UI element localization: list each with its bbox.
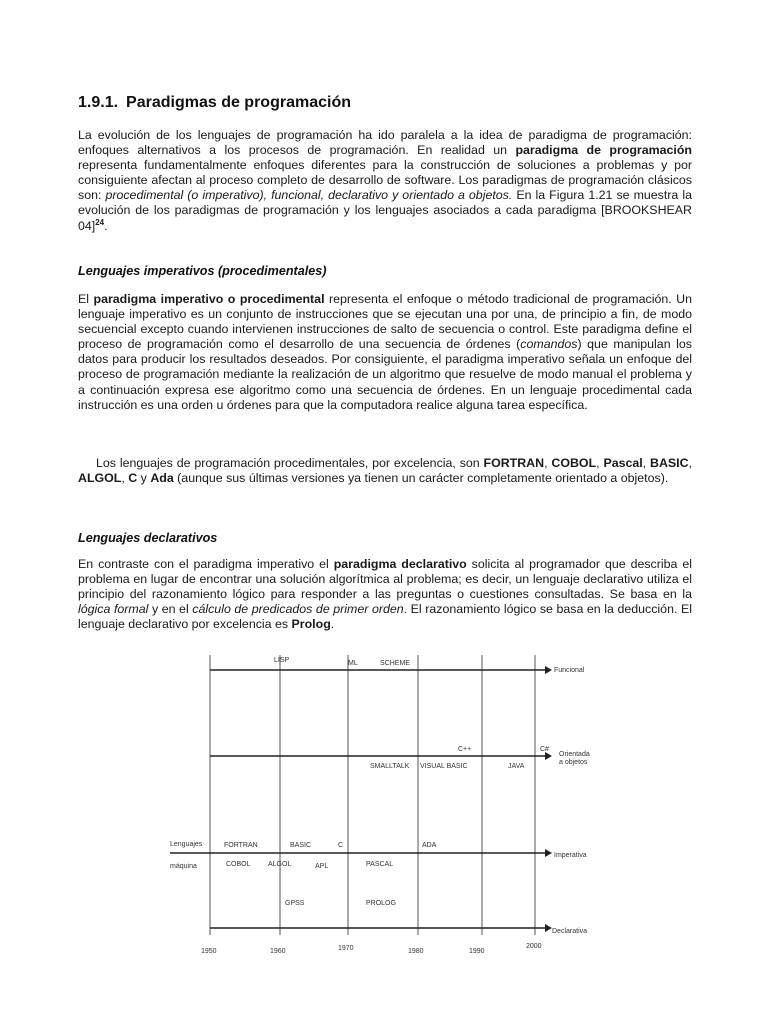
paragraph-italic: cálculo de predicados de primer orden <box>192 602 404 617</box>
lang-prolog: PROLOG <box>366 900 396 907</box>
language-name: ALGOL <box>78 471 122 486</box>
lang-cobol: COBOL <box>226 861 251 868</box>
language-name: FORTRAN <box>483 456 545 470</box>
year-label: 1990 <box>469 948 485 955</box>
declarative-heading: Lenguajes declarativos <box>78 531 218 545</box>
paradigm-label-oo-2: a objetos <box>559 759 588 766</box>
year-label: 1970 <box>338 945 354 952</box>
paragraph-italic: comandos <box>520 337 578 352</box>
lang-java: JAVA <box>508 763 525 770</box>
footnote-ref: 24 <box>95 217 105 227</box>
intro-text: La evolución de los lenguajes de programación ha ido paralela a la idea de paradigma de programación: enfoques alternativos a los procesos de programación. En realidad un <box>78 128 692 158</box>
intro-text: representa fundamentalmente enfoques diferentes para la construcción de soluciones a problemas y por consiguiente afectan al proceso completo de desarrollo de software. Los paradigmas de programación clásicos son: <box>78 158 692 203</box>
declarative-paragraph <box>78 557 692 632</box>
paragraph-text: representa el enfoque o método tradicional de programación. Un lenguaje imperativo es un conjunto de instrucciones que se ejecutan una por una, de principio a fin, de modo secuencial excepto cuando intervienen instrucciones de salto de secuencia o control. Este paradigma define el proceso de programación como el desarrollo de una secuencia de órdenes ( <box>78 292 692 352</box>
paragraph-text: El <box>78 292 94 306</box>
arrow-icon <box>545 666 552 674</box>
paragraph-text: solicita al programador que describa el problema en lugar de encontrar una solución algorítmica al problema; es decir, un lenguaje declarativo utiliza el principio del razonamiento lógico para responder a las preguntas o cuestiones consultadas. Se basa en la <box>78 557 693 602</box>
section-number: 1.9.1. <box>78 94 119 111</box>
lang-csharp: C# <box>540 746 549 753</box>
intro-text: En la Figura 1.21 se muestra la evolución de los paradigmas de programación y los lenguajes asociados a cada paradigma [BROOKSHEAR 04] <box>78 188 692 233</box>
left-label-lenguajes: Lenguajes <box>170 841 203 848</box>
paragraph-text: (aunque sus últimas versiones ya tienen un carácter completamente orientado a objetos). <box>173 471 669 486</box>
intro-paragraph <box>78 128 692 234</box>
year-label: 1950 <box>201 948 217 955</box>
left-label-maquina: máquina <box>170 863 197 870</box>
paragraph-text: . <box>330 617 335 632</box>
arrow-icon <box>545 752 552 760</box>
paragraph-text: ) que manipulan los datos para producir los resultados deseados. Por consiguiente, el paradigma imperativo señala un enfoque del proceso de programación mediante la realización de un algoritmo que resuelve de modo manual el problema y a continuación expresa ese algoritmo como una secuencia de órdenes. En un lenguaje procedimental cada instrucción es una orden u órdenes para que la computadora realice alguna tarea específica. <box>78 337 693 412</box>
paradigm-label-oo-1: Orientada <box>559 751 590 758</box>
year-label: 2000 <box>526 943 542 950</box>
lang-lisp: LISP <box>274 657 290 664</box>
year-gridlines <box>210 655 535 935</box>
intro-text: . <box>104 218 108 233</box>
imperative-paragraph <box>78 292 692 413</box>
paragraph-text: y en el <box>148 602 193 617</box>
lang-cpp: C++ <box>458 746 472 753</box>
separator: y <box>137 471 151 486</box>
arrowheads <box>545 666 552 932</box>
imperative-heading: Lenguajes imperativos (procedimentales) <box>78 264 327 278</box>
lang-visualbasic: VISUAL BASIC <box>420 763 468 770</box>
paragraph-italic: lógica formal <box>78 602 149 617</box>
lang-algol: ALGOL <box>268 861 292 868</box>
lang-pascal: PASCAL <box>366 861 394 868</box>
lang-ml: ML <box>348 660 358 667</box>
paragraph-text: Los lenguajes de programación procedimentales, por excelencia, son <box>96 456 484 470</box>
year-label: 1980 <box>408 948 424 955</box>
paragraph-text: . El razonamiento lógico se basa en la deducción. El lenguaje declarativo por excelencia es <box>78 602 692 632</box>
section-heading <box>78 94 351 112</box>
language-name: BASIC <box>650 456 689 470</box>
intro-bold: paradigma de programación <box>515 143 692 158</box>
paradigm-label-funcional: Funcional <box>554 667 585 674</box>
timeline-svg <box>160 645 610 975</box>
arrow-icon <box>545 849 552 857</box>
separator: , <box>121 471 129 486</box>
separator: , <box>642 456 651 470</box>
paragraph-bold: Prolog <box>291 617 331 632</box>
lang-ada: ADA <box>422 842 437 849</box>
paradigm-label-declarativa: Declarativa <box>552 928 588 935</box>
language-name: COBOL <box>551 456 597 470</box>
paradigm-lines <box>170 670 545 928</box>
separator: , <box>596 456 604 470</box>
intro-italic: procedimental (o imperativo), funcional, declarativo y orientado a objetos. <box>105 188 513 203</box>
paradigm-timeline-diagram <box>160 645 610 975</box>
separator: , <box>688 456 693 470</box>
paradigm-label-imperativa: Imperativa <box>554 852 587 859</box>
arrow-icon <box>545 924 552 932</box>
language-name: C <box>128 471 138 486</box>
year-label: 1960 <box>270 948 286 955</box>
procedural-languages-paragraph <box>78 456 692 486</box>
lang-basic: BASIC <box>290 842 312 849</box>
section-title: Paradigmas de programación <box>126 94 351 111</box>
separator: , <box>544 456 552 470</box>
language-name: Ada <box>150 471 174 486</box>
lang-c: C <box>338 842 344 849</box>
lang-fortran: FORTRAN <box>224 842 258 849</box>
paragraph-text: En contraste con el paradigma imperativo el <box>78 557 334 571</box>
lang-apl: APL <box>315 863 329 870</box>
lang-scheme: SCHEME <box>380 660 410 667</box>
lang-smalltalk: SMALLTALK <box>370 763 410 770</box>
paragraph-bold: paradigma imperativo o procedimental <box>93 292 325 306</box>
paragraph-bold: paradigma declarativo <box>333 557 467 571</box>
lang-gpss: GPSS <box>285 900 305 907</box>
language-name: Pascal <box>603 456 643 470</box>
